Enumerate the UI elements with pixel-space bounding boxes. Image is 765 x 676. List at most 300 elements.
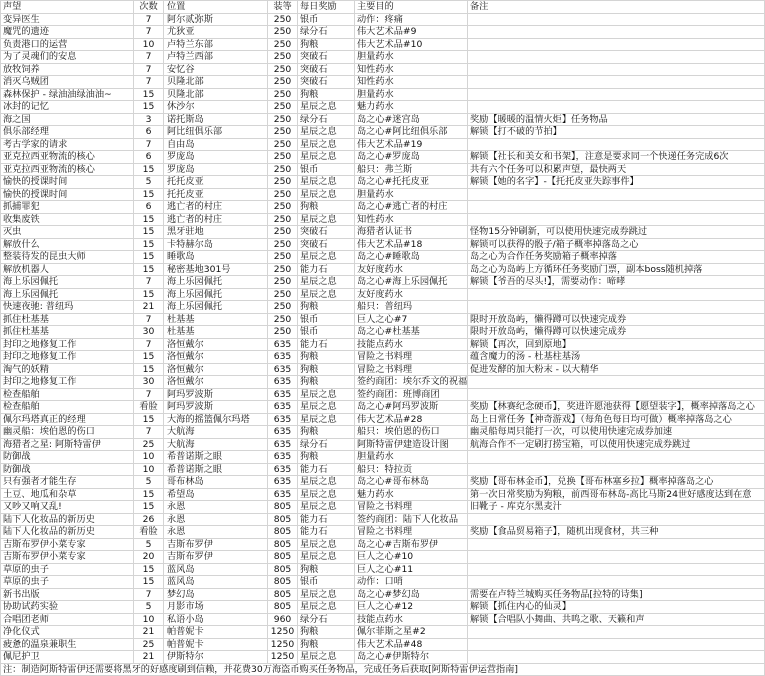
cell-name[interactable]: 为了灵魂们的安息 xyxy=(1,51,134,64)
cell-level[interactable]: 1250 xyxy=(268,651,298,664)
cell-level[interactable]: 250 xyxy=(268,301,298,314)
cell-location[interactable]: 吉斯布罗伊 xyxy=(164,538,268,551)
cell-level[interactable]: 250 xyxy=(268,276,298,289)
header-level[interactable]: 装等 xyxy=(268,1,298,14)
cell-note[interactable]: 解锁【社长和美女和书架】，注意是要求同一个快递任务完成6次 xyxy=(468,151,765,164)
cell-level[interactable]: 250 xyxy=(268,238,298,251)
header-note[interactable]: 备注 xyxy=(468,1,765,14)
footnote-cell[interactable]: 注：制造阿斯特雷伊还需要将黑牙的好感度刷到信赖，并花费30万海盗币购买任务物品，完成任务后获取[阿斯特雷伊运营指南] xyxy=(1,663,765,676)
cell-location[interactable]: 帕普妮卡 xyxy=(164,626,268,639)
cell-name[interactable]: 土豆、地瓜和杂草 xyxy=(1,488,134,501)
cell-location[interactable]: 月影市场 xyxy=(164,601,268,614)
cell-goal[interactable]: 阿斯特雷伊建造设计图 xyxy=(355,438,468,451)
cell-reward[interactable]: 银币 xyxy=(298,326,355,339)
cell-location[interactable]: 永恩 xyxy=(164,513,268,526)
cell-reward[interactable]: 能力石 xyxy=(298,263,355,276)
cell-level[interactable]: 250 xyxy=(268,201,298,214)
cell-location[interactable]: 罗庞岛 xyxy=(164,163,268,176)
cell-note[interactable]: 奖励【哥布林金币】，兑换【哥布林塞乡拉】概率掉落岛之心 xyxy=(468,476,765,489)
cell-reward[interactable]: 星辰之息 xyxy=(298,476,355,489)
cell-location[interactable]: 尤狄亚 xyxy=(164,26,268,39)
cell-location[interactable]: 洛恒戴尔 xyxy=(164,363,268,376)
cell-reward[interactable]: 绿分石 xyxy=(298,26,355,39)
cell-reward[interactable]: 狗粮 xyxy=(298,563,355,576)
cell-note[interactable] xyxy=(468,451,765,464)
cell-level[interactable]: 1250 xyxy=(268,626,298,639)
cell-note[interactable] xyxy=(468,51,765,64)
cell-goal[interactable]: 巨人之心#12 xyxy=(355,601,468,614)
cell-name[interactable]: 海之国 xyxy=(1,113,134,126)
cell-location[interactable]: 蓝风岛 xyxy=(164,576,268,589)
cell-count[interactable]: 7 xyxy=(134,388,164,401)
cell-note[interactable] xyxy=(468,38,765,51)
cell-location[interactable]: 洛恒戴尔 xyxy=(164,376,268,389)
cell-location[interactable]: 诺托斯岛 xyxy=(164,113,268,126)
cell-location[interactable]: 卡特赫尔岛 xyxy=(164,238,268,251)
cell-location[interactable]: 海上乐园佩托 xyxy=(164,288,268,301)
cell-count[interactable]: 21 xyxy=(134,301,164,314)
cell-reward[interactable]: 星辰之息 xyxy=(298,251,355,264)
header-goal[interactable]: 主要目的 xyxy=(355,1,468,14)
cell-goal[interactable]: 胆量药水 xyxy=(355,451,468,464)
cell-goal[interactable]: 船只：埃伯恩的伤口 xyxy=(355,426,468,439)
cell-reward[interactable]: 狗粮 xyxy=(298,38,355,51)
cell-level[interactable]: 250 xyxy=(268,51,298,64)
cell-reward[interactable]: 星辰之息 xyxy=(298,588,355,601)
cell-count[interactable]: 15 xyxy=(134,188,164,201)
cell-name[interactable]: 幽灵船：埃伯恩的伤口 xyxy=(1,426,134,439)
cell-location[interactable]: 自由岛 xyxy=(164,138,268,151)
cell-reward[interactable]: 狗粮 xyxy=(298,451,355,464)
cell-level[interactable]: 250 xyxy=(268,251,298,264)
cell-level[interactable]: 805 xyxy=(268,551,298,564)
cell-location[interactable]: 梦幻岛 xyxy=(164,588,268,601)
cell-level[interactable]: 635 xyxy=(268,363,298,376)
cell-count[interactable]: 15 xyxy=(134,238,164,251)
cell-name[interactable]: 草原的虫子 xyxy=(1,576,134,589)
cell-goal[interactable]: 魅力药水 xyxy=(355,101,468,114)
cell-level[interactable]: 635 xyxy=(268,463,298,476)
cell-level[interactable]: 805 xyxy=(268,501,298,514)
cell-note[interactable]: 奖励【林赛纪念硬币】，奖进许愿池获得【愿望装字】，概率掉落岛之心 xyxy=(468,401,765,414)
cell-note[interactable] xyxy=(468,13,765,26)
cell-location[interactable]: 阿玛罗波斯 xyxy=(164,401,268,414)
cell-level[interactable]: 805 xyxy=(268,563,298,576)
cell-location[interactable]: 休沙尔 xyxy=(164,101,268,114)
cell-location[interactable]: 大航海 xyxy=(164,426,268,439)
cell-level[interactable]: 250 xyxy=(268,113,298,126)
cell-name[interactable]: 防御战 xyxy=(1,463,134,476)
cell-name[interactable]: 佩尼护卫 xyxy=(1,651,134,664)
cell-level[interactable]: 635 xyxy=(268,388,298,401)
cell-count[interactable]: 7 xyxy=(134,51,164,64)
cell-count[interactable]: 7 xyxy=(134,76,164,89)
cell-level[interactable]: 250 xyxy=(268,163,298,176)
cell-note[interactable]: 解锁可以获得的骰子/箱子概率掉落岛之心 xyxy=(468,238,765,251)
cell-reward[interactable]: 能力石 xyxy=(298,463,355,476)
cell-count[interactable]: 15 xyxy=(134,576,164,589)
cell-note[interactable]: 促进发酵的加大粉末 - 以大精华 xyxy=(468,363,765,376)
cell-reward[interactable]: 星辰之息 xyxy=(298,413,355,426)
cell-name[interactable]: 抓捕罪犯 xyxy=(1,201,134,214)
cell-goal[interactable]: 岛之心#托托皮亚 xyxy=(355,176,468,189)
cell-level[interactable]: 250 xyxy=(268,76,298,89)
cell-name[interactable]: 新书出版 xyxy=(1,588,134,601)
cell-level[interactable]: 805 xyxy=(268,588,298,601)
cell-location[interactable]: 睡歌岛 xyxy=(164,251,268,264)
cell-count[interactable]: 15 xyxy=(134,501,164,514)
cell-level[interactable]: 635 xyxy=(268,413,298,426)
cell-level[interactable]: 250 xyxy=(268,26,298,39)
cell-reward[interactable]: 星辰之息 xyxy=(298,401,355,414)
cell-name[interactable]: 消灭乌贼团 xyxy=(1,76,134,89)
cell-count[interactable]: 26 xyxy=(134,513,164,526)
cell-count[interactable]: 看脸 xyxy=(134,401,164,414)
cell-reward[interactable]: 星辰之息 xyxy=(298,488,355,501)
cell-name[interactable]: 森林保护 - 绿油油绿油油~ xyxy=(1,88,134,101)
cell-location[interactable]: 私语小岛 xyxy=(164,613,268,626)
cell-reward[interactable]: 突破石 xyxy=(298,226,355,239)
cell-reward[interactable]: 突破石 xyxy=(298,76,355,89)
cell-count[interactable]: 15 xyxy=(134,351,164,364)
cell-level[interactable]: 250 xyxy=(268,63,298,76)
cell-reward[interactable]: 银币 xyxy=(298,163,355,176)
cell-level[interactable]: 250 xyxy=(268,213,298,226)
cell-location[interactable]: 伊斯特尔 xyxy=(164,651,268,664)
cell-note[interactable]: 解锁【打不破的节拍】 xyxy=(468,126,765,139)
cell-name[interactable]: 疲惫的温泉兼职生 xyxy=(1,638,134,651)
cell-level[interactable]: 635 xyxy=(268,451,298,464)
cell-level[interactable]: 635 xyxy=(268,351,298,364)
cell-reward[interactable]: 狗粮 xyxy=(298,376,355,389)
cell-count[interactable]: 6 xyxy=(134,126,164,139)
cell-location[interactable]: 希普诺斯之眼 xyxy=(164,463,268,476)
cell-location[interactable]: 杜基基 xyxy=(164,313,268,326)
cell-reward[interactable]: 绿分石 xyxy=(298,113,355,126)
cell-reward[interactable]: 星辰之息 xyxy=(298,601,355,614)
cell-goal[interactable]: 岛之心#罗庞岛 xyxy=(355,151,468,164)
cell-goal[interactable]: 伟大艺术品#18 xyxy=(355,238,468,251)
cell-reward[interactable]: 星辰之息 xyxy=(298,501,355,514)
cell-count[interactable]: 5 xyxy=(134,601,164,614)
cell-count[interactable]: 5 xyxy=(134,538,164,551)
cell-name[interactable]: 灭虫 xyxy=(1,226,134,239)
cell-location[interactable]: 帕普妮卡 xyxy=(164,638,268,651)
cell-goal[interactable]: 胆量药水 xyxy=(355,188,468,201)
cell-note[interactable]: 幽灵船每周只能打一次，可以使用快速完成券加速 xyxy=(468,426,765,439)
cell-level[interactable]: 635 xyxy=(268,426,298,439)
cell-goal[interactable]: 签约商团：班博商团 xyxy=(355,388,468,401)
cell-reward[interactable]: 能力石 xyxy=(298,526,355,539)
cell-reward[interactable]: 星辰之息 xyxy=(298,276,355,289)
cell-name[interactable]: 海猎者之星: 阿斯特雷伊 xyxy=(1,438,134,451)
cell-reward[interactable]: 星辰之息 xyxy=(298,213,355,226)
cell-goal[interactable]: 技能点药水 xyxy=(355,338,468,351)
cell-name[interactable]: 淘气的妖精 xyxy=(1,363,134,376)
cell-location[interactable]: 贝隆北部 xyxy=(164,76,268,89)
cell-reward[interactable]: 星辰之息 xyxy=(298,288,355,301)
cell-reward[interactable]: 能力石 xyxy=(298,338,355,351)
cell-goal[interactable]: 岛之心#杜基基 xyxy=(355,326,468,339)
cell-goal[interactable]: 动作：疼痛 xyxy=(355,13,468,26)
cell-reward[interactable]: 星辰之息 xyxy=(298,651,355,664)
cell-note[interactable] xyxy=(468,288,765,301)
cell-count[interactable]: 7 xyxy=(134,26,164,39)
cell-count[interactable]: 6 xyxy=(134,151,164,164)
cell-level[interactable]: 250 xyxy=(268,288,298,301)
cell-note[interactable] xyxy=(468,388,765,401)
cell-count[interactable]: 15 xyxy=(134,288,164,301)
cell-count[interactable]: 3 xyxy=(134,113,164,126)
cell-location[interactable]: 永恩 xyxy=(164,526,268,539)
cell-name[interactable]: 封印之地修复工作 xyxy=(1,338,134,351)
cell-goal[interactable]: 船只：普纽玛 xyxy=(355,301,468,314)
cell-reward[interactable]: 绿分石 xyxy=(298,438,355,451)
cell-level[interactable]: 805 xyxy=(268,513,298,526)
cell-reward[interactable]: 绿分石 xyxy=(298,613,355,626)
cell-note[interactable] xyxy=(468,188,765,201)
cell-note[interactable]: 旧靴子 - 库克尔黑麦汁 xyxy=(468,501,765,514)
cell-count[interactable]: 7 xyxy=(134,63,164,76)
cell-goal[interactable]: 技能点药水 xyxy=(355,613,468,626)
cell-note[interactable] xyxy=(468,138,765,151)
cell-goal[interactable]: 伟大艺术品#9 xyxy=(355,26,468,39)
cell-goal[interactable]: 岛之心#迷宫岛 xyxy=(355,113,468,126)
cell-count[interactable]: 15 xyxy=(134,163,164,176)
cell-goal[interactable]: 岛之心#吉斯布罗伊 xyxy=(355,538,468,551)
cell-count[interactable]: 7 xyxy=(134,138,164,151)
cell-goal[interactable]: 友好度药水 xyxy=(355,288,468,301)
cell-goal[interactable]: 海猎者认证书 xyxy=(355,226,468,239)
cell-count[interactable]: 7 xyxy=(134,426,164,439)
cell-level[interactable]: 805 xyxy=(268,526,298,539)
cell-count[interactable]: 15 xyxy=(134,226,164,239)
cell-location[interactable]: 希普诺斯之眼 xyxy=(164,451,268,464)
cell-reward[interactable]: 突破石 xyxy=(298,51,355,64)
cell-goal[interactable]: 友好度药水 xyxy=(355,263,468,276)
cell-name[interactable]: 变异医生 xyxy=(1,13,134,26)
cell-goal[interactable]: 魅力药水 xyxy=(355,488,468,501)
cell-count[interactable]: 25 xyxy=(134,638,164,651)
cell-name[interactable]: 愉快的授课时间 xyxy=(1,176,134,189)
cell-name[interactable]: 净化仪式 xyxy=(1,626,134,639)
cell-name[interactable]: 亚克拉西亚物流的核心 xyxy=(1,151,134,164)
cell-note[interactable]: 解锁【再次，回到原地】 xyxy=(468,338,765,351)
cell-note[interactable]: 怪物15分钟刷新，可以使用快速完成券跳过 xyxy=(468,226,765,239)
cell-count[interactable]: 30 xyxy=(134,326,164,339)
cell-level[interactable]: 250 xyxy=(268,313,298,326)
cell-count[interactable]: 10 xyxy=(134,463,164,476)
cell-goal[interactable]: 船只：特拉贡 xyxy=(355,463,468,476)
cell-count[interactable]: 15 xyxy=(134,251,164,264)
cell-note[interactable]: 解锁【抓住内心的仙灵】 xyxy=(468,601,765,614)
cell-goal[interactable]: 岛之心#梦幻岛 xyxy=(355,588,468,601)
cell-note[interactable] xyxy=(468,626,765,639)
cell-reward[interactable]: 星辰之息 xyxy=(298,551,355,564)
cell-goal[interactable]: 冒险之书料理 xyxy=(355,526,468,539)
cell-goal[interactable]: 伟大艺术品#28 xyxy=(355,413,468,426)
cell-goal[interactable]: 伟大艺术品#19 xyxy=(355,138,468,151)
cell-name[interactable]: 封印之地修复工作 xyxy=(1,351,134,364)
cell-reward[interactable]: 星辰之息 xyxy=(298,538,355,551)
header-count[interactable]: 次数 xyxy=(134,1,164,14)
cell-location[interactable]: 卢特兰东部 xyxy=(164,38,268,51)
cell-level[interactable]: 250 xyxy=(268,226,298,239)
cell-name[interactable]: 陆下人化妆品的新历史 xyxy=(1,513,134,526)
cell-reward[interactable]: 突破石 xyxy=(298,238,355,251)
cell-reward[interactable]: 能力石 xyxy=(298,513,355,526)
cell-note[interactable]: 岛之心为岛屿上方循环任务奖励门票，副本boss随机掉落 xyxy=(468,263,765,276)
cell-goal[interactable]: 动作：口哨 xyxy=(355,576,468,589)
cell-level[interactable]: 250 xyxy=(268,38,298,51)
cell-goal[interactable]: 伟大艺术品#10 xyxy=(355,38,468,51)
cell-goal[interactable]: 船只：弗兰斯 xyxy=(355,163,468,176)
cell-location[interactable]: 安忆谷 xyxy=(164,63,268,76)
cell-count[interactable]: 15 xyxy=(134,488,164,501)
cell-level[interactable]: 635 xyxy=(268,488,298,501)
cell-note[interactable]: 蕴含魔力的汤 - 杜基柱基汤 xyxy=(468,351,765,364)
header-location[interactable]: 位置 xyxy=(164,1,268,14)
cell-count[interactable]: 15 xyxy=(134,413,164,426)
cell-level[interactable]: 250 xyxy=(268,326,298,339)
cell-goal[interactable]: 巨人之心#11 xyxy=(355,563,468,576)
cell-name[interactable]: 愉快的授课时间 xyxy=(1,188,134,201)
cell-location[interactable]: 卢特兰西部 xyxy=(164,51,268,64)
cell-reward[interactable]: 狗粮 xyxy=(298,351,355,364)
cell-count[interactable]: 7 xyxy=(134,588,164,601)
cell-location[interactable]: 大航海 xyxy=(164,438,268,451)
cell-level[interactable]: 250 xyxy=(268,176,298,189)
cell-note[interactable] xyxy=(468,26,765,39)
cell-name[interactable]: 快速夜驰: 普纽玛 xyxy=(1,301,134,314)
cell-location[interactable]: 罗庞岛 xyxy=(164,151,268,164)
cell-note[interactable]: 解锁【她的名字】-【托托皮亚失踪事件】 xyxy=(468,176,765,189)
cell-note[interactable] xyxy=(468,576,765,589)
cell-level[interactable]: 635 xyxy=(268,338,298,351)
cell-level[interactable]: 1250 xyxy=(268,638,298,651)
cell-location[interactable]: 希望岛 xyxy=(164,488,268,501)
cell-note[interactable]: 奖励【食品贸易箱子】，随机出现食材，共三种 xyxy=(468,526,765,539)
cell-reward[interactable]: 星辰之息 xyxy=(298,151,355,164)
cell-name[interactable]: 合唱团老师 xyxy=(1,613,134,626)
cell-reward[interactable]: 狗粮 xyxy=(298,201,355,214)
cell-level[interactable]: 635 xyxy=(268,476,298,489)
cell-level[interactable]: 635 xyxy=(268,401,298,414)
cell-count[interactable]: 5 xyxy=(134,476,164,489)
cell-name[interactable]: 又吵又响又乱! xyxy=(1,501,134,514)
cell-reward[interactable]: 星辰之息 xyxy=(298,101,355,114)
cell-goal[interactable]: 签约商团：埃尔乔文的祝福 xyxy=(355,376,468,389)
cell-name[interactable]: 协助试药实验 xyxy=(1,601,134,614)
cell-goal[interactable]: 岛之心#逃亡者的村庄 xyxy=(355,201,468,214)
cell-level[interactable]: 805 xyxy=(268,538,298,551)
cell-level[interactable]: 960 xyxy=(268,613,298,626)
cell-location[interactable]: 海上乐园佩托 xyxy=(164,276,268,289)
cell-reward[interactable]: 星辰之息 xyxy=(298,126,355,139)
cell-reward[interactable]: 狗粮 xyxy=(298,363,355,376)
cell-location[interactable]: 哥布林岛 xyxy=(164,476,268,489)
cell-note[interactable]: 限时开放岛屿，懒得蹲可以快速完成券 xyxy=(468,326,765,339)
cell-location[interactable]: 托托皮亚 xyxy=(164,188,268,201)
cell-reward[interactable]: 突破石 xyxy=(298,63,355,76)
cell-note[interactable] xyxy=(468,513,765,526)
cell-goal[interactable]: 岛之心#伊斯特尔 xyxy=(355,651,468,664)
cell-name[interactable]: 负责港口的运营 xyxy=(1,38,134,51)
cell-count[interactable]: 15 xyxy=(134,263,164,276)
cell-note[interactable]: 限时开放岛屿，懒得蹲可以快速完成券 xyxy=(468,313,765,326)
cell-location[interactable]: 吉斯布罗伊 xyxy=(164,551,268,564)
cell-location[interactable]: 蓝风岛 xyxy=(164,563,268,576)
cell-reward[interactable]: 银币 xyxy=(298,576,355,589)
cell-count[interactable]: 15 xyxy=(134,563,164,576)
cell-name[interactable]: 佩尔玛塔真正的经理 xyxy=(1,413,134,426)
cell-note[interactable] xyxy=(468,63,765,76)
cell-count[interactable]: 25 xyxy=(134,438,164,451)
cell-goal[interactable]: 冒险之书料理 xyxy=(355,501,468,514)
cell-count[interactable]: 5 xyxy=(134,176,164,189)
cell-name[interactable]: 俱乐部经理 xyxy=(1,126,134,139)
cell-location[interactable]: 洛恒戴尔 xyxy=(164,338,268,351)
cell-goal[interactable]: 佩尔菲斯之星#2 xyxy=(355,626,468,639)
cell-level[interactable]: 805 xyxy=(268,576,298,589)
cell-count[interactable]: 21 xyxy=(134,626,164,639)
cell-note[interactable] xyxy=(468,88,765,101)
cell-name[interactable]: 吉斯布罗伊小菜专家 xyxy=(1,551,134,564)
cell-count[interactable]: 30 xyxy=(134,376,164,389)
cell-count[interactable]: 10 xyxy=(134,451,164,464)
cell-count[interactable]: 看脸 xyxy=(134,526,164,539)
cell-level[interactable]: 250 xyxy=(268,151,298,164)
cell-note[interactable]: 航海合作不一定刷打捞宝箱，可以使用快速完成券跳过 xyxy=(468,438,765,451)
cell-level[interactable]: 635 xyxy=(268,438,298,451)
cell-note[interactable]: 奖励【暖暖的温情火炬】任务物品 xyxy=(468,113,765,126)
cell-level[interactable]: 250 xyxy=(268,188,298,201)
cell-note[interactable] xyxy=(468,563,765,576)
cell-count[interactable]: 7 xyxy=(134,313,164,326)
cell-count[interactable]: 15 xyxy=(134,88,164,101)
cell-goal[interactable]: 岛之心#阿比纽俱乐部 xyxy=(355,126,468,139)
cell-location[interactable]: 杜基基 xyxy=(164,326,268,339)
cell-goal[interactable]: 岛之心#哥布林岛 xyxy=(355,476,468,489)
cell-note[interactable] xyxy=(468,551,765,564)
cell-level[interactable]: 250 xyxy=(268,13,298,26)
cell-goal[interactable]: 伟大艺术品#48 xyxy=(355,638,468,651)
cell-reward[interactable]: 星辰之息 xyxy=(298,138,355,151)
cell-count[interactable]: 15 xyxy=(134,213,164,226)
cell-name[interactable]: 只有强者才能生存 xyxy=(1,476,134,489)
cell-name[interactable]: 解放机器人 xyxy=(1,263,134,276)
cell-name[interactable]: 考古学家的请求 xyxy=(1,138,134,151)
cell-name[interactable]: 海上乐园佩托 xyxy=(1,288,134,301)
cell-location[interactable]: 秘密基地301号 xyxy=(164,263,268,276)
cell-name[interactable]: 吉斯布罗伊小菜专家 xyxy=(1,538,134,551)
cell-name[interactable]: 防御战 xyxy=(1,451,134,464)
cell-count[interactable]: 7 xyxy=(134,276,164,289)
cell-name[interactable]: 放牧饲养 xyxy=(1,63,134,76)
cell-note[interactable]: 解锁【合唱队小舞曲、共鸣之歌、天籁和声 xyxy=(468,613,765,626)
cell-goal[interactable]: 冒险之书料理 xyxy=(355,351,468,364)
cell-note[interactable]: 解锁【爷吾的尽头!】，需要动作：啼哮 xyxy=(468,276,765,289)
cell-name[interactable]: 检查船舶 xyxy=(1,401,134,414)
cell-count[interactable]: 6 xyxy=(134,201,164,214)
cell-name[interactable]: 封印之地修复工作 xyxy=(1,376,134,389)
cell-count[interactable]: 7 xyxy=(134,13,164,26)
cell-name[interactable]: 海上乐园佩托 xyxy=(1,276,134,289)
cell-reward[interactable]: 银币 xyxy=(298,313,355,326)
cell-name[interactable]: 陆下人化妆品的新历史 xyxy=(1,526,134,539)
cell-note[interactable]: 岛之心为合作任务奖励箱子概率掉落 xyxy=(468,251,765,264)
cell-location[interactable]: 逃亡者的村庄 xyxy=(164,213,268,226)
